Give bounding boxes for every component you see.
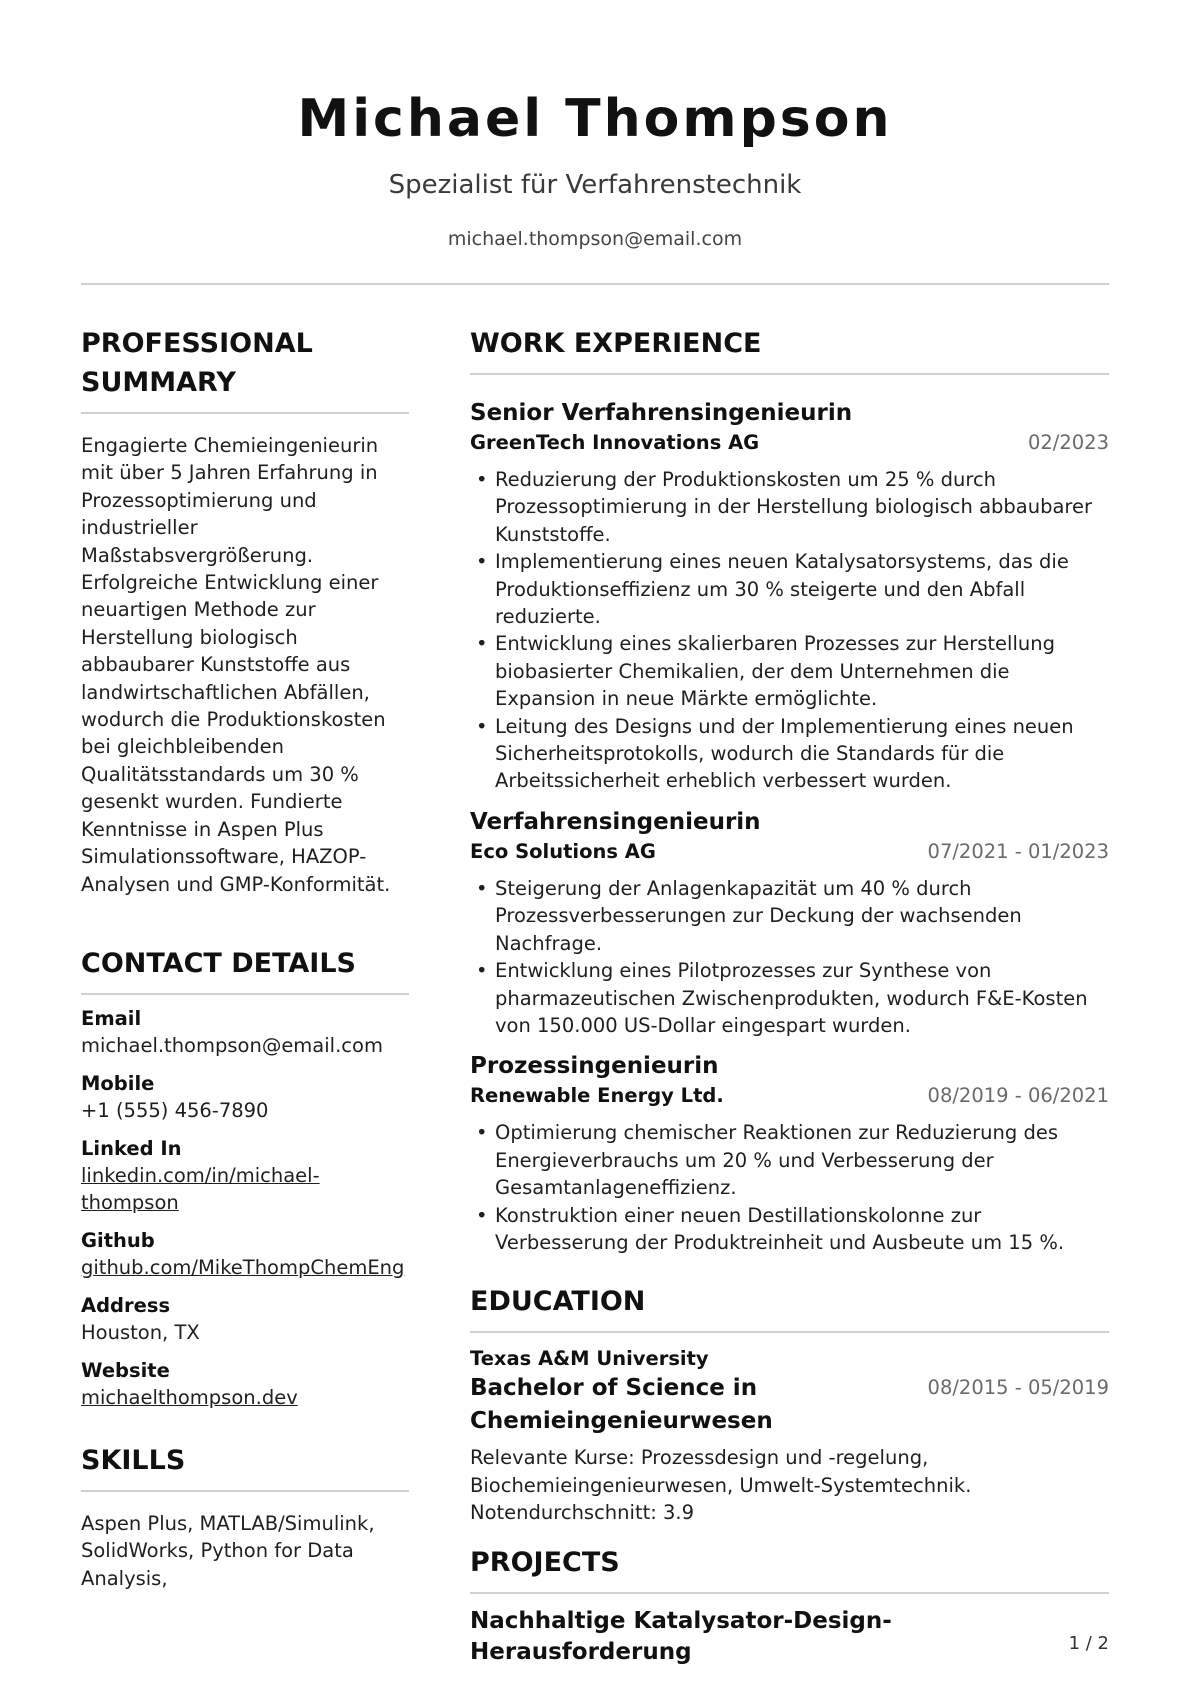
contact-mobile-value: +1 (555) 456-7890 [81,1098,269,1122]
contact-email [81,1005,409,1059]
summary-heading: PROFESSIONAL SUMMARY [81,328,313,398]
section-divider [470,1592,1109,1594]
company-name: Eco Solutions AG [470,839,656,863]
contact-section [81,944,409,1411]
education-dates: 08/2015 - 05/2019 [927,1376,1109,1400]
candidate-name: Michael Thompson [297,89,893,149]
contact-heading: CONTACT DETAILS [81,947,356,979]
contact-label: Address [81,1293,171,1317]
bullet-item: • Reduzierung der Produktionskosten um 25 % durch Prozessoptimierung in der Herstellung biologisch abbaubarer Kunststoffe. [470,466,1109,548]
school-name: Texas A&M University [470,1347,709,1371]
job-dates: 02/2023 [1027,431,1109,454]
job-entry [470,807,1109,1039]
bullet-item: • Entwicklung eines Pilotprozesses zur Synthese von pharmazeutischen Zwischenprodukten, wodurch F&E-Kosten von 150.000 US-Dollar eingespart wurden. [470,957,1109,1039]
project-title: Nachhaltige Katalysator-Design-Herausforderung [470,1607,892,1665]
section-divider [81,412,409,414]
github-link[interactable]: github.com/MikeThompChemEng [81,1255,405,1279]
job-entry [470,1051,1109,1256]
contact-address-value: Houston, TX [81,1320,200,1344]
contact-linkedin [81,1135,409,1216]
job-entry [470,398,1109,795]
section-divider [81,1490,409,1492]
summary-section [81,324,409,898]
work-heading: WORK EXPERIENCE [470,328,762,359]
skills-heading: SKILLS [81,1444,186,1476]
contact-label: Linked In [81,1136,182,1160]
section-divider [470,1331,1109,1333]
section-divider [470,373,1109,375]
contact-address [81,1292,409,1346]
bullet-item: • Leitung des Designs und der Implementierung eines neuen Sicherheitsprotokolls, wodurch die Standards für die Arbeitssicherheit erheblich verbessert wurden. [470,713,1109,795]
job-title: Prozessingenieurin [470,1053,719,1080]
contact-label: Website [81,1358,170,1382]
job-bullets [470,466,1109,795]
projects-heading: PROJECTS [470,1546,620,1578]
job-dates: 07/2021 - 01/2023 [927,839,1109,863]
contact-mobile [81,1070,409,1124]
skills-section [81,1441,409,1592]
education-heading: EDUCATION [470,1286,646,1318]
job-title: Senior Verfahrensingenieurin [470,400,853,426]
projects-section [470,1543,1109,1668]
bullet-item: • Optimierung chemischer Reaktionen zur Reduzierung des Energieverbrauchs um 20 % und Verbesserung der Gesamtanlageneffizienz. [470,1119,1109,1201]
contact-website [81,1357,409,1411]
job-title: Verfahrensingenieurin [470,808,761,835]
summary-text: Engagierte Chemieingenieurin mit über 5 Jahren Erfahrung in Prozessoptimierung und industrieller Maßstabsvergrößerung. Erfolgreiche Entwicklung einer neuartigen Methode zur Herstellung biologisch abbaubarer Kunststoffe aus landwirtschaftlichen Abfällen, wodurch die Produktionskosten bei gleichbleibenden Qualitätsstandards um 30 % gesenkt wurden. Fundierte Kenntnisse in Aspen Plus Simulationssoftware, HAZOP-Analysen und GMP-Konformität. [81,434,391,896]
education-details: Relevante Kurse: Prozessdesign und -regelung, Biochemieingenieurwesen, Umwelt-Systemtechnik. Notendurchschnitt: 3.9 [470,1446,972,1525]
contact-github [81,1227,409,1281]
bullet-item: • Implementierung eines neuen Katalysatorsystems, das die Produktionseffizienz um 30 % steigerte und den Abfall reduzierte. [470,548,1109,630]
candidate-title: Spezialist für Verfahrenstechnik [388,170,802,200]
contact-label: Email [81,1006,142,1030]
page-number: 1 / 2 [1068,1633,1109,1654]
job-dates: 08/2019 - 06/2021 [927,1084,1109,1108]
bullet-item: • Konstruktion einer neuen Destillationskolonne zur Verbesserung der Produktreinheit und Ausbeute um 15 %. [470,1202,1109,1257]
bullet-item: • Steigerung der Anlagenkapazität um 40 % durch Prozessverbesserungen zur Deckung der wachsenden Nachfrage. [470,875,1109,957]
left-column [81,324,409,1592]
contact-email-value[interactable]: michael.thompson@email.com [81,1033,383,1057]
company-name: Renewable Energy Ltd. [470,1084,724,1108]
education-section [470,1282,1109,1526]
skills-text: Aspen Plus, MATLAB/Simulink, SolidWorks, Python for Data Analysis, [81,1511,375,1590]
degree-title: Bachelor of Science in Chemieingenieurwesen [470,1375,773,1435]
job-bullets [470,1119,1109,1256]
company-name: GreenTech Innovations AG [470,431,760,454]
linkedin-link[interactable]: linkedin.com/in/michael-thompson [81,1163,320,1214]
bullet-item: • Entwicklung eines skalierbaren Prozesses zur Herstellung biobasierter Chemikalien, der dem Unternehmen die Expansion in neue Märkte ermöglichte. [470,630,1109,712]
header-divider [81,283,1109,285]
contact-label: Github [81,1228,155,1252]
job-bullets [470,875,1109,1039]
contact-label: Mobile [81,1071,155,1095]
right-column [470,324,1109,1668]
section-divider [81,993,409,995]
work-section [470,324,1109,1256]
header-email[interactable]: michael.thompson@email.com [447,228,743,250]
website-link[interactable]: michaelthompson.dev [81,1385,298,1409]
